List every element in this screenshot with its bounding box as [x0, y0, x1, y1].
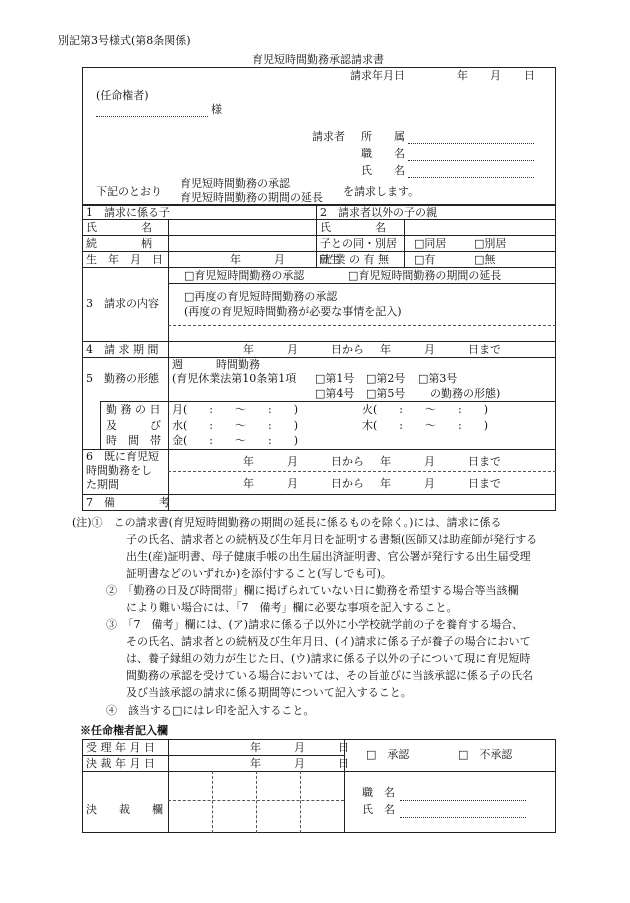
- sec5-no3[interactable]: □第3号: [418, 372, 458, 385]
- friday-time: 金( : 〜 : ): [172, 434, 298, 447]
- sec6-to-2: 年 月 日まで: [380, 477, 501, 490]
- option-approval: 育児短時間勤務の承認: [180, 177, 290, 190]
- note-line: 及び当該承認の請求に係る期間等について記入すること。: [126, 686, 412, 699]
- request-date-label: 請求年月日: [350, 69, 405, 82]
- name-label: 氏 名: [361, 164, 405, 177]
- sec4-label: 4 請 求 期 間: [86, 343, 159, 356]
- sec3-opt-approval[interactable]: □育児短時間勤務の承認: [184, 269, 305, 282]
- monday-time: 月( : 〜 : ): [172, 403, 298, 416]
- dashed-line: [168, 325, 556, 326]
- appointer-post-label: 職 名: [362, 786, 395, 799]
- note-line: 出生(産)証明書、母子健康手帳の出生届出済証明書、官公署が発行する出生届受理: [126, 550, 531, 563]
- note-line: その氏名、請求者との続柄及び生年月日、(イ)請求に係る子が養子の場合において: [126, 635, 531, 648]
- sama-label: 様: [211, 103, 222, 116]
- dept-label: 所 属: [361, 130, 405, 143]
- col-divider-sec2: [404, 219, 405, 267]
- form-number: 別記第3号様式(第8条関係): [58, 34, 191, 47]
- dept-field[interactable]: [408, 143, 534, 144]
- post-field[interactable]: [408, 160, 534, 161]
- note-line: は、養子縁組の効力が生じた日、(ウ)請求に係る子以外の子について現に育児短時: [126, 652, 531, 665]
- col-divider-sec4: [168, 341, 169, 357]
- work-no[interactable]: □無: [474, 253, 496, 266]
- note-line: 証明書などのいずれか)を添付すること(写しでも可)。: [126, 567, 392, 580]
- sec5-form: の勤務の形態): [430, 387, 501, 400]
- reject-checkbox[interactable]: □ 不承認: [458, 748, 513, 761]
- note-line: ② 「勤務の日及び時間帯」欄に掲げられていない日に勤務を希望する場合等当該欄: [106, 584, 519, 597]
- col-divider-sec5-inner: [100, 401, 101, 449]
- col-divider: [168, 739, 169, 833]
- note-line: (注)① この請求書(育児短時間勤務の期間の延長に係るものを除く。)には、請求に係る: [72, 516, 502, 529]
- sec5-no4[interactable]: □第4号: [315, 387, 355, 400]
- sec1-birth-ymd: 年 月 日生: [230, 253, 340, 266]
- document-title: 育児短時間勤務承認請求書: [252, 53, 384, 66]
- appointer-name-field[interactable]: [400, 817, 526, 818]
- dashed-line: [256, 771, 257, 833]
- sec6-to-1: 年 月 日まで: [380, 455, 501, 468]
- row-line: [82, 235, 556, 236]
- approve-checkbox[interactable]: □ 承認: [366, 748, 410, 761]
- decided-label: 決 裁 年 月 日: [86, 757, 155, 770]
- sec1-birth-label: 生 年 月 日: [86, 253, 163, 266]
- appointer-section-title: ※任命権者記入欄: [80, 724, 168, 737]
- sec1-relation-label: 続 柄: [86, 237, 152, 250]
- sec2-title: 2 請求者以外の子の親: [320, 206, 437, 219]
- sec3-label: 3 請求の内容: [86, 297, 159, 310]
- sec6-from-2: 年 月 日から: [243, 477, 364, 490]
- lead-text: 下記のとおり: [96, 185, 162, 198]
- sec5-label: 5 勤務の形態: [86, 372, 159, 385]
- row-line: [82, 341, 556, 342]
- year-label: 年: [457, 69, 468, 82]
- sec3-reason-note: (再度の育児短時間勤務が必要な事情を記入): [184, 305, 402, 318]
- sec5-no1[interactable]: □第1号: [315, 372, 355, 385]
- sec2-cohab-label: 子との同・別居: [320, 237, 397, 250]
- sec7-label: 7 備 考: [86, 496, 170, 509]
- sec6-label-2: 時間勤務をし: [86, 464, 152, 477]
- sec3-opt-extension[interactable]: □育児短時間勤務の期間の延長: [348, 269, 502, 282]
- sec2-work-label: 就 業 の 有 無: [320, 253, 389, 266]
- sec2-name-label: 氏 名: [320, 221, 386, 234]
- wednesday-time: 水( : 〜 : ): [172, 419, 298, 432]
- sec5-no2[interactable]: □第2号: [366, 372, 406, 385]
- decision-label: 決 裁 欄: [86, 803, 163, 816]
- received-ymd: 年 月 日: [250, 741, 349, 754]
- sec6-label-1: 6 既に育児短: [86, 450, 159, 463]
- sec5-no5[interactable]: □第5号: [366, 387, 406, 400]
- cohab-same[interactable]: □同居: [414, 237, 447, 250]
- appointer-name-label: 氏 名: [362, 803, 395, 816]
- days-label-2: 及 び: [106, 419, 161, 432]
- work-yes[interactable]: □有: [414, 253, 436, 266]
- appointer-label: (任命権者): [96, 89, 149, 102]
- tail-text: を請求します。: [343, 185, 420, 198]
- days-label-3: 時 間 帯: [106, 434, 161, 447]
- sec4-from: 年 月 日から: [243, 343, 364, 356]
- sec5-law: (育児休業法第10条第1項: [172, 372, 297, 385]
- col-divider-sec1: [168, 219, 169, 267]
- option-extension: 育児短時間勤務の期間の延長: [180, 191, 323, 204]
- requester-label: 請求者: [312, 130, 345, 143]
- note-line: 間勤務の承認を受けている場合においては、その旨並びに当該承認に係る子の氏名: [126, 669, 533, 682]
- appointer-post-field[interactable]: [400, 800, 526, 801]
- received-label: 受 理 年 月 日: [86, 741, 155, 754]
- note-line: 子の氏名、請求者との続柄及び生年月日を証明する書類(医師又は助産師が発行する: [126, 533, 538, 546]
- thursday-time: 木( : 〜 : ): [362, 419, 488, 432]
- dashed-line: [168, 471, 556, 472]
- row-line: [82, 494, 556, 495]
- post-label: 職 名: [361, 147, 405, 160]
- sec4-to: 年 月 日まで: [380, 343, 501, 356]
- appointer-field[interactable]: [96, 116, 208, 117]
- dashed-line: [300, 771, 301, 833]
- decided-ymd: 年 月 日: [250, 757, 349, 770]
- note-line: ④ 該当する□にはレ印を記入すること。: [106, 704, 315, 717]
- note-line: ③ 「7 備考」欄には、(ア)請求に係る子以外に小学校就学前の子を養育する場合、: [106, 618, 524, 631]
- col-divider-sec3: [168, 267, 169, 341]
- note-line: により難い場合には、「7 備考」欄に必要な事項を記入すること。: [126, 601, 458, 614]
- dashed-line: [212, 771, 213, 833]
- sec5-weekly: 週 時間勤務: [172, 358, 260, 371]
- month-label: 月: [490, 69, 501, 82]
- col-divider-sec5: [168, 357, 169, 449]
- days-label-1: 勤 務 の 日: [106, 403, 161, 416]
- sec6-label-3: た期間: [86, 478, 119, 491]
- name-field[interactable]: [408, 177, 534, 178]
- sec3-opt-reapproval[interactable]: □再度の育児短時間勤務の承認: [184, 290, 338, 303]
- cohab-separate[interactable]: □別居: [474, 237, 507, 250]
- tuesday-time: 火( : 〜 : ): [362, 403, 488, 416]
- sec1-name-label: 氏 名: [86, 221, 152, 234]
- day-label: 日: [524, 69, 535, 82]
- sec6-from-1: 年 月 日から: [243, 455, 364, 468]
- sec1-title: 1 請求に係る子: [86, 206, 170, 219]
